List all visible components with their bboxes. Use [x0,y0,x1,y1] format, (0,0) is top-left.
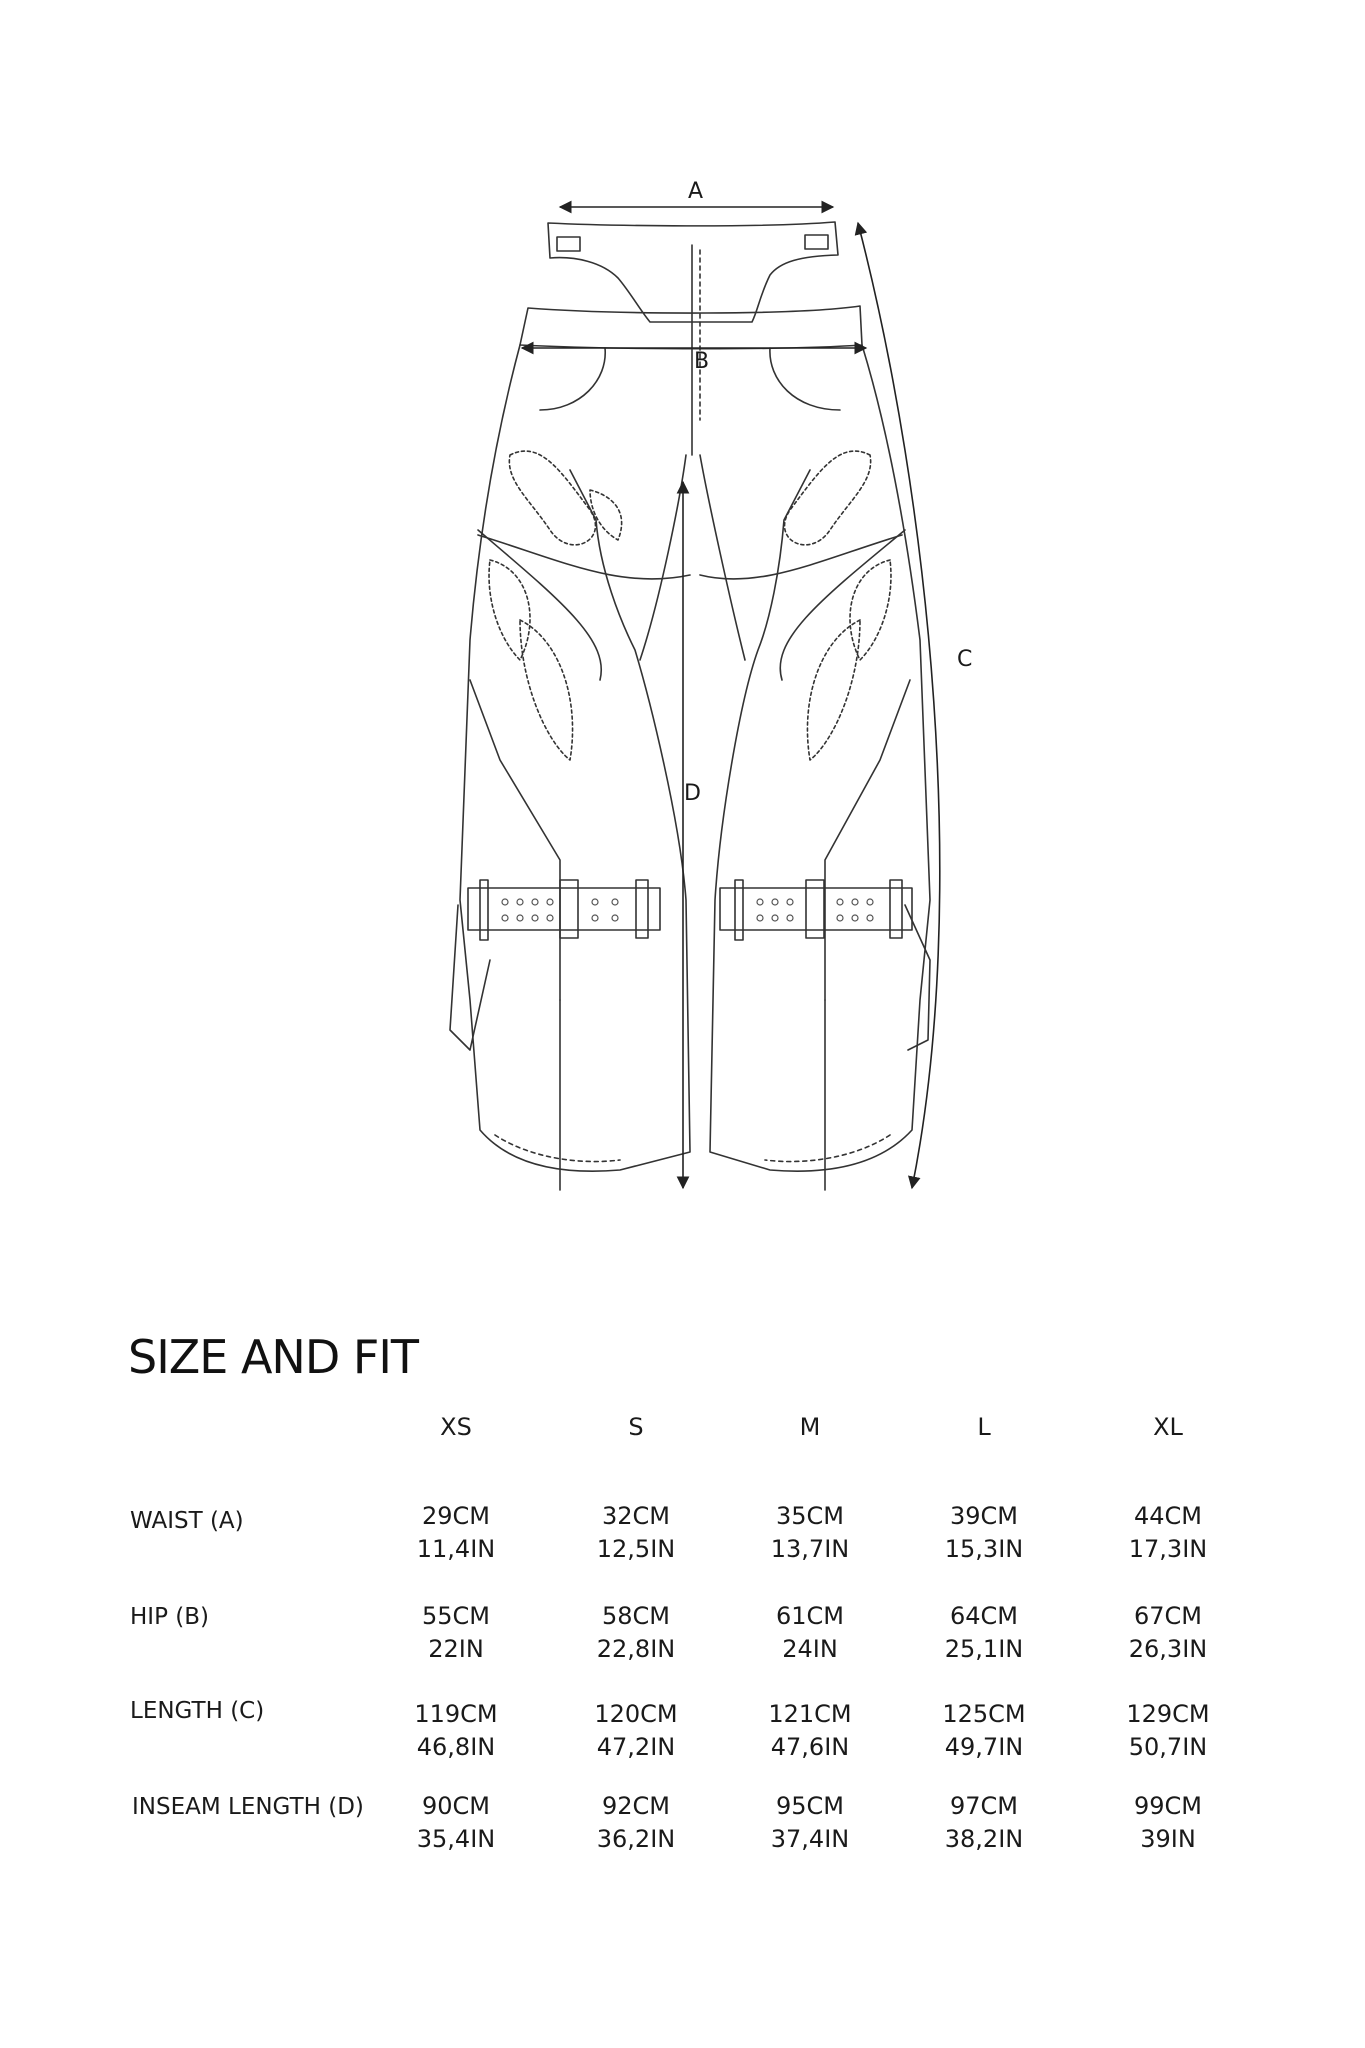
cell: 120CM 47,2IN [594,1700,678,1761]
label-a: A [688,179,704,204]
right-leg-outline [710,345,930,1171]
cell: 39CM 15,3IN [944,1502,1024,1563]
row-label: LENGTH (C) [130,1698,265,1724]
cell: 67CM 26,3IN [1128,1602,1208,1663]
label-c: C [957,647,973,672]
cell: 32CM 12,5IN [596,1502,676,1563]
left-knee-belt [468,888,660,930]
row-label: INSEAM LENGTH (D) [132,1794,364,1820]
size-s: S [628,1413,644,1441]
size-xl: XL [1153,1413,1183,1441]
row-label: WAIST (A) [130,1508,244,1534]
row-label: HIP (B) [130,1604,209,1630]
cell: 97CM 38,2IN [944,1792,1024,1853]
cell: 92CM 36,2IN [596,1792,676,1853]
size-l: L [977,1413,991,1441]
label-d: D [684,781,701,806]
waist-strap [548,222,838,322]
cell: 119CM 46,8IN [414,1700,498,1761]
cell: 121CM 47,6IN [768,1700,852,1761]
cell: 125CM 49,7IN [942,1700,1026,1761]
cell: 61CM 24IN [775,1602,844,1663]
cell: 129CM 50,7IN [1126,1700,1210,1761]
waistband [520,306,862,349]
cell: 58CM 22,8IN [596,1602,676,1663]
measure-c-arrow [858,223,940,1188]
cell: 99CM 39IN [1133,1792,1202,1853]
cell: 35CM 13,7IN [770,1502,850,1563]
size-xs: XS [440,1413,472,1441]
right-knee-belt [720,888,912,930]
cell: 29CM 11,4IN [416,1502,496,1563]
label-b: B [694,349,710,374]
cell: 90CM 35,4IN [416,1792,496,1853]
cell: 44CM 17,3IN [1128,1502,1208,1563]
page-title: SIZE AND FIT [128,1330,419,1384]
cell: 64CM 25,1IN [944,1602,1024,1663]
size-m: M [799,1413,821,1441]
cell: 95CM 37,4IN [770,1792,850,1853]
left-leg-outline [460,345,690,1171]
cell: 55CM 22IN [421,1602,490,1663]
